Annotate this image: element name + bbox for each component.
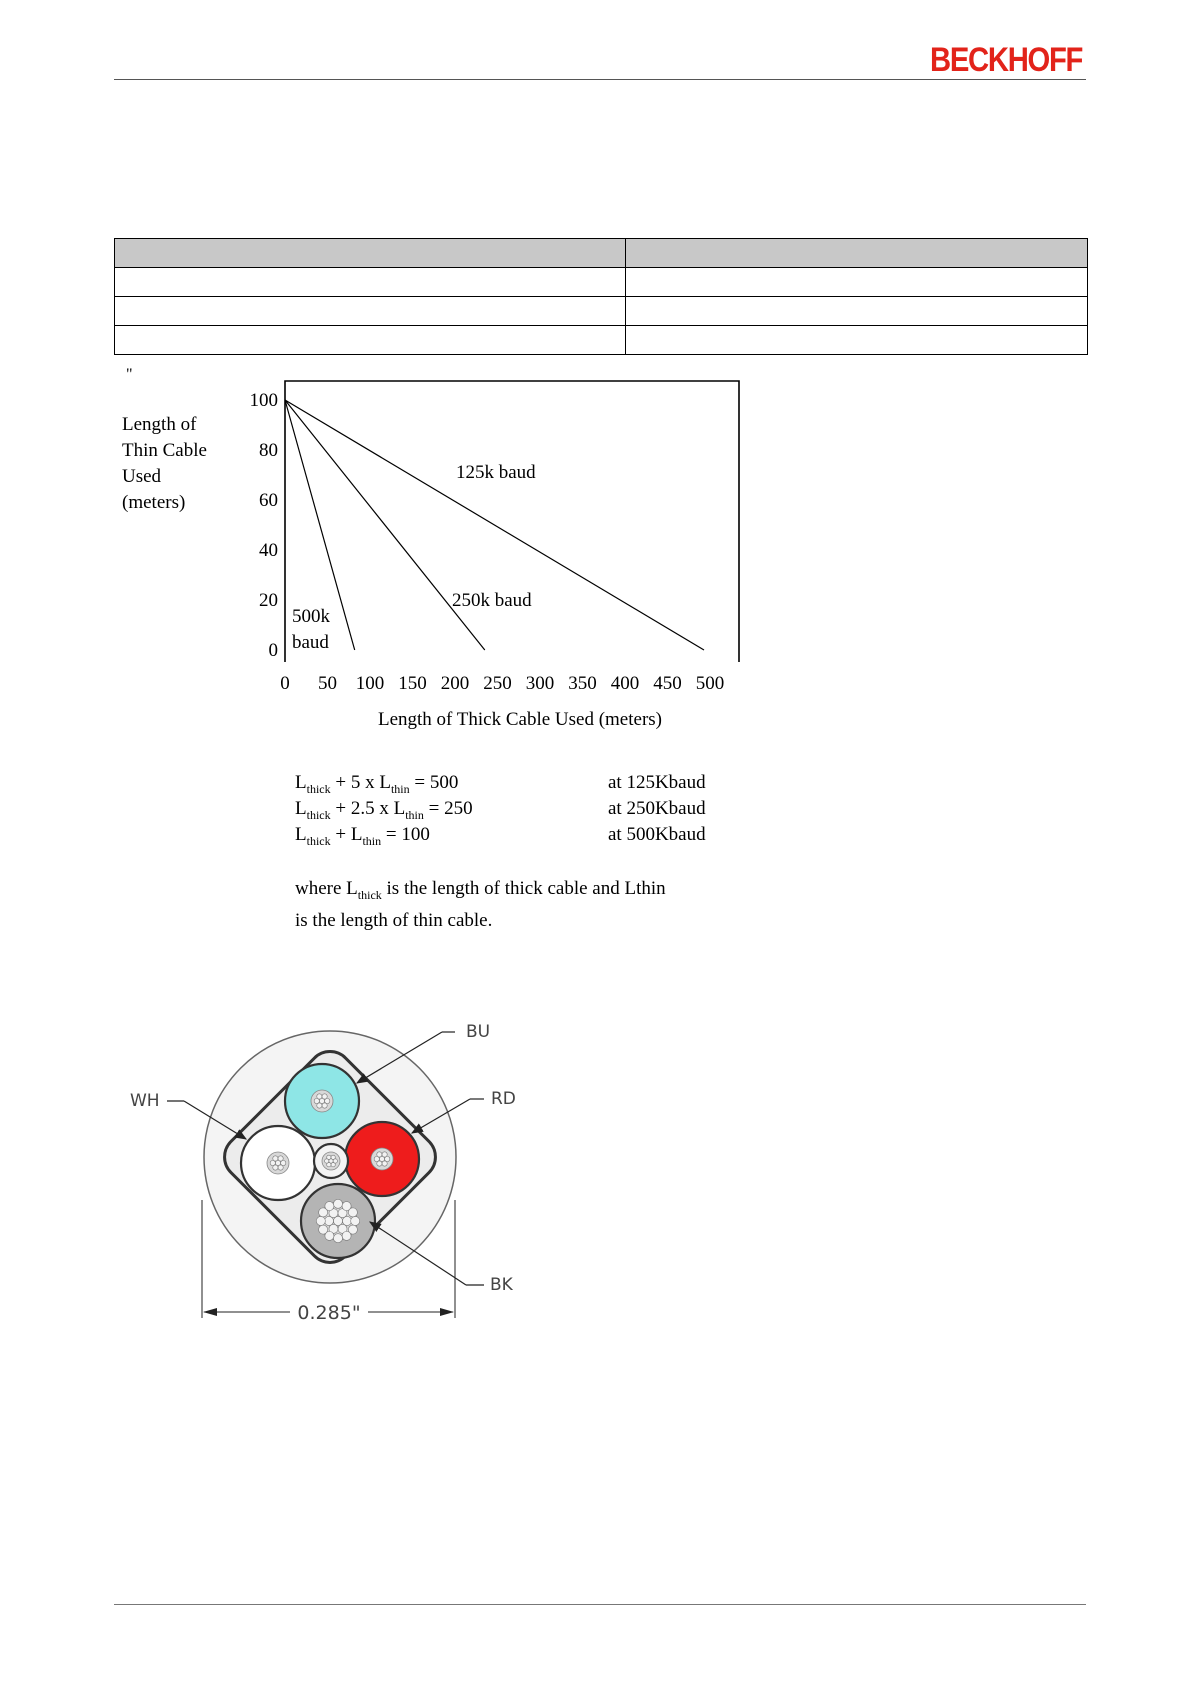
strand: [325, 1202, 334, 1211]
series-label: baud: [292, 632, 329, 653]
series-label: 500k: [292, 606, 330, 627]
y-label-line: Length of: [122, 414, 197, 435]
y-tick-label: 60: [259, 490, 278, 511]
strand: [333, 1199, 342, 1208]
rd-label: RD: [491, 1089, 516, 1109]
x-tick-label: 200: [440, 673, 470, 694]
bk-label: BK: [490, 1275, 513, 1295]
x-tick-label: 500: [695, 673, 725, 694]
strand: [317, 1094, 322, 1099]
strand: [331, 1163, 335, 1167]
strand: [382, 1161, 387, 1166]
series-label: 125k baud: [456, 462, 536, 483]
x-tick-label: 350: [568, 673, 597, 694]
dimension-label: 0.285": [297, 1302, 361, 1324]
strand: [377, 1152, 382, 1157]
x-tick-label: 250: [483, 673, 512, 694]
beckhoff-logo: BECKHOFF: [930, 41, 1083, 79]
x-tick-label: 50: [318, 673, 337, 694]
strand: [322, 1094, 327, 1099]
strand: [327, 1155, 331, 1159]
formula-rate: at 125Kbaud: [608, 772, 706, 793]
wh-label: WH: [130, 1091, 160, 1111]
strand: [333, 1216, 342, 1225]
y-tick-label: 20: [259, 590, 278, 611]
series-label: 250k baud: [452, 590, 532, 611]
x-tick-label: 450: [653, 673, 682, 694]
x-tick-label: 300: [525, 673, 555, 694]
x-tick-label: 0: [280, 673, 290, 694]
strand: [348, 1208, 357, 1217]
strand: [343, 1216, 352, 1225]
y-tick-label: 40: [259, 540, 278, 561]
stray-mark: ": [126, 366, 133, 383]
y-tick-label: 0: [268, 640, 278, 661]
strand: [273, 1156, 278, 1161]
x-tick-label: 100: [355, 673, 385, 694]
footer-rule: [114, 1604, 1086, 1605]
strand: [351, 1216, 360, 1225]
strand: [324, 1216, 333, 1225]
x-tick-label: 150: [398, 673, 427, 694]
strand: [278, 1165, 283, 1170]
strand: [333, 1234, 342, 1243]
formula-equation: $L_{thick} + L_{thin} = 100$: [295, 824, 430, 848]
formula-rate: at 250Kbaud: [608, 798, 706, 819]
bu-label: BU: [466, 1022, 491, 1042]
formula-equation: $L_{thick} + 2.5$ x $L_{thin} = 250$: [295, 798, 473, 822]
y-label-line: (meters): [122, 492, 186, 513]
x-tick-label: 400: [610, 673, 640, 694]
strand: [319, 1225, 328, 1234]
strand: [322, 1103, 327, 1108]
strand: [278, 1156, 283, 1161]
formula-note: where $L_{thick}$ is the length of thick cable and Lthin is the length of thin cable.: [295, 878, 666, 931]
y-tick-label: 80: [259, 440, 278, 461]
strand: [316, 1216, 325, 1225]
chart-x-axis-label: Length of Thick Cable Used (meters): [377, 709, 663, 730]
formula-equation: $L_{thick} + 5$ x $L_{thin} = 500$: [295, 772, 459, 796]
y-label-line: Thin Cable: [122, 440, 207, 461]
strand: [331, 1155, 335, 1159]
strand: [342, 1231, 351, 1240]
y-tick-label: 100: [249, 390, 278, 411]
y-label-line: Used: [122, 466, 162, 487]
strand: [382, 1152, 387, 1157]
formula-rate: at 500Kbaud: [608, 824, 706, 845]
